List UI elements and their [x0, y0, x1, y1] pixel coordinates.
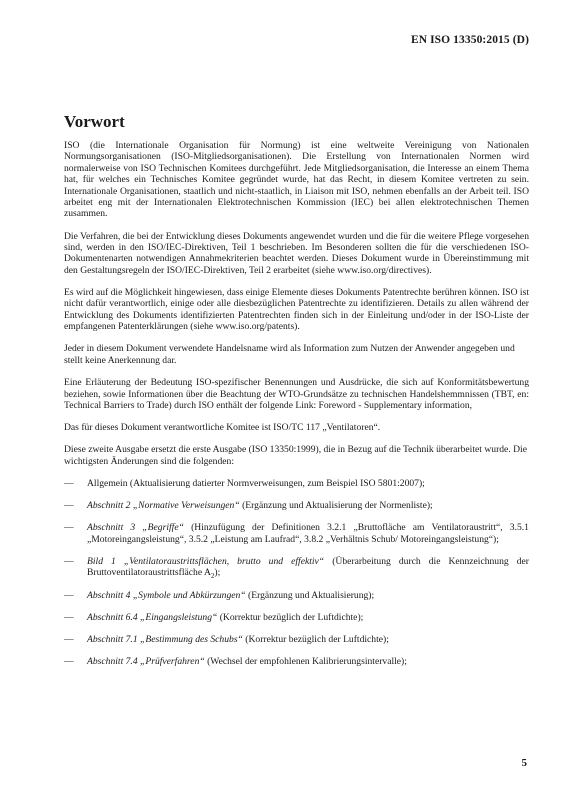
- change-section: Abschnitt 2 „Normative Verweisungen“: [87, 500, 240, 512]
- list-item: [64, 656, 529, 667]
- change-text: (Ergänzung und Aktualisierung);: [245, 589, 375, 601]
- change-section: Abschnitt 7.4 „Prüfverfahren“: [87, 656, 205, 668]
- change-text: (Überarbeitung durch die Kennzeichnung der Bruttoventilatoraustrittsfläche A: [87, 555, 529, 579]
- dash-bullet: —: [64, 589, 74, 601]
- paragraph-committee: Das für dieses Dokument verantwortliche Komitee ist ISO/TC 117 „Ventilatoren“.: [64, 422, 381, 434]
- dash-bullet: —: [64, 656, 74, 668]
- change-section: Abschnitt 4 „Symbole und Abkürzungen“: [87, 589, 246, 601]
- change-text: (Hinzufügung der Definitionen 3.2.1 „Bruttofläche am Ventilatoraustritt“, 3.5.1 „Motoreingangsleistung“, 3.5.2 „Leistung am Laufrad“, 3.8.2 „Verhältnis Schub/ Motoreingangsleistung“);: [87, 522, 529, 545]
- subscript: 2: [210, 572, 215, 581]
- change-text: (Korrektur bezüglich der Luftdichte);: [242, 633, 389, 645]
- page-title: Vorwort: [64, 112, 125, 131]
- dash-bullet: —: [64, 555, 74, 567]
- dash-bullet: —: [64, 500, 74, 512]
- list-item: [64, 634, 529, 645]
- list-item: [64, 478, 529, 489]
- change-section: Abschnitt 3 „Begriffe“: [87, 522, 184, 534]
- dash-bullet: —: [64, 633, 74, 645]
- dash-bullet: —: [64, 477, 74, 489]
- document-header: EN ISO 13350:2015 (D): [410, 34, 529, 46]
- change-section: Abschnitt 6.4 „Eingangsleistung“: [87, 611, 218, 623]
- list-item: [64, 522, 529, 545]
- change-text: (Korrektur bezüglich der Luftdichte);: [217, 611, 364, 623]
- dash-bullet: —: [64, 611, 74, 623]
- change-text-tail: );: [214, 567, 221, 579]
- paragraph-conformity: Eine Erläuterung der Bedeutung ISO-spezifischer Benennungen und Ausdrücke, die sich auf Konformitätsbewertung beziehen, sowie Informationen über die Beachtung der WTO-Grundsätze zu technischen Handelshemmnissen (TBT, en: Technical Barriers to Trade) durch ISO enthält der folgende Link: Foreword - Supplementary information,: [64, 377, 529, 411]
- paragraph-patents: Es wird auf die Möglichkeit hingewiesen, dass einige Elemente dieses Dokuments Patentrechte berühren können. ISO ist nicht dafür verantwortlich, einige oder alle diesbezüglichen Patentrechte zu identifizieren. Details zu allen während der Entwicklung des Dokuments identifizierten Patentrechten finden sich in der Einleitung und/oder in der ISO-Liste der empfangenen Patenterklärungen (siehe www.iso.org/patents).: [64, 287, 529, 333]
- list-item: [64, 556, 529, 579]
- page-number: 5: [521, 757, 527, 769]
- paragraph-edition: Diese zweite Ausgabe ersetzt die erste Ausgabe (ISO 13350:1999), die in Bezug auf die Technik überarbeitet wurde. Die wichtigsten Änderungen sind die folgenden:: [64, 444, 527, 467]
- dash-bullet: —: [64, 522, 74, 534]
- list-item: [64, 590, 529, 601]
- change-text: (Ergänzung und Aktualisierung der Normenliste);: [239, 500, 433, 512]
- paragraph-trade-names: Jeder in diesem Dokument verwendete Handelsname wird als Information zum Nutzen der Anwender angegeben und stellt keine Anerkennung dar.: [64, 343, 515, 366]
- change-section: Bild 1 „Ventilatoraustrittsflächen, brutto und effektiv“: [87, 555, 325, 567]
- list-item: [64, 500, 529, 511]
- list-item: [64, 612, 529, 623]
- change-text: (Wechsel der empfohlenen Kalibrierungsintervalle);: [204, 656, 407, 668]
- change-section: Abschnitt 7.1 „Bestimmung des Schubs“: [87, 633, 243, 645]
- paragraph-procedures: Die Verfahren, die bei der Entwicklung dieses Dokuments angewendet wurden und die für die weitere Pflege vorgesehen sind, werden in den ISO/IEC-Direktiven, Teil 1 beschrieben. Im Besonderen sollten die für die verschiedenen ISO-Dokumentenarten notwendigen Annahmekriterien beachtet werden. Dieses Dokument wurde in Übereinstimmung mit den Gestaltungsregeln der ISO/IEC-Direktiven, Teil 2 erarbeitet (siehe www.iso.org/directives).: [64, 230, 529, 276]
- change-text: Allgemein (Aktualisierung datierter Normverweisungen, zum Beispiel ISO 5801:2007);: [87, 477, 425, 489]
- paragraph-iso-intro: ISO (die Internationale Organisation für Normung) ist eine weltweite Vereinigung von Nationalen Normungsorganisationen (ISO-Mitgliedsorganisationen). Die Erstellung von Internationalen Normen wird normalerweise von ISO Technischen Komitees durchgeführt. Jede Mitgliedsorganisation, die Interesse an einem Thema hat, für welches ein Technisches Komitee gegründet wurde, hat das Recht, in diesem Komitee vertreten zu sein. Internationale Organisationen, staatlich und nicht-staatlich, in Liaison mit ISO, nehmen ebenfalls an der Arbeit teil. ISO arbeitet eng mit der Internationalen Elektrotechnischen Kommission (IEC) bei allen elektrotechnischen Themen zusammen.: [64, 140, 529, 220]
- foreword-body: [64, 140, 529, 678]
- changes-list: [64, 478, 529, 668]
